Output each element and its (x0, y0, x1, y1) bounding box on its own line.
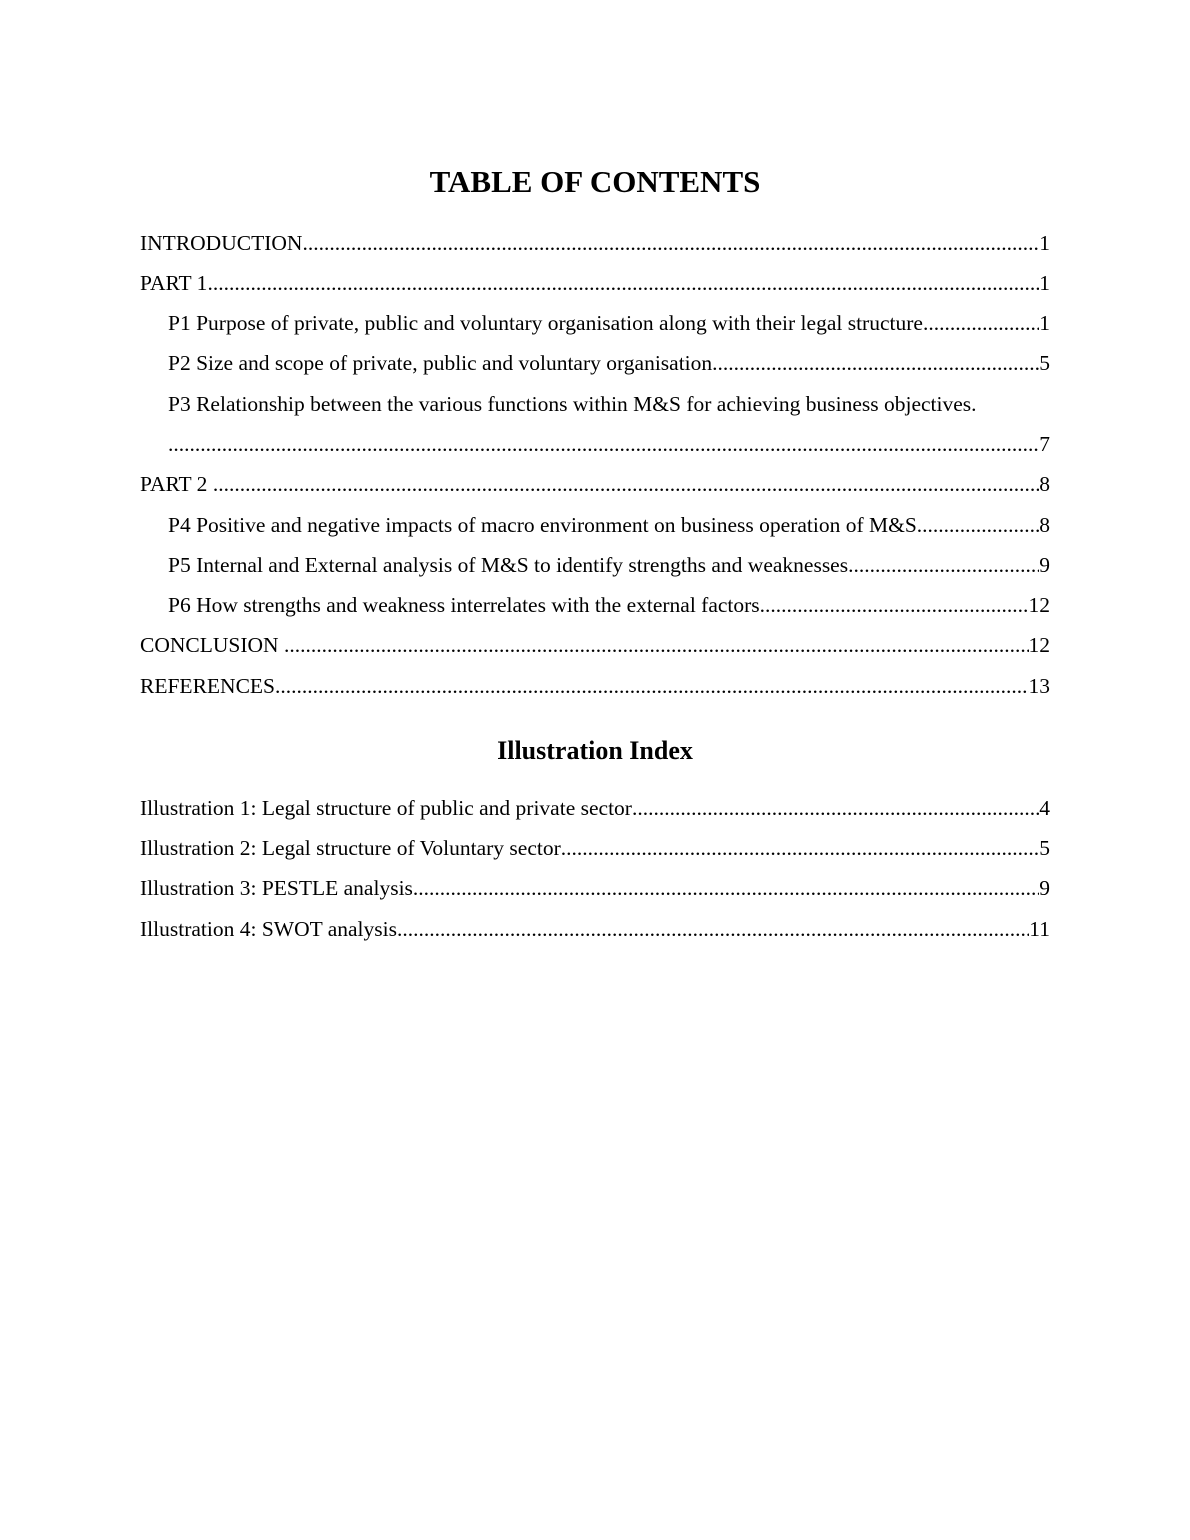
toc-entry-introduction[interactable] (140, 228, 1050, 258)
dot-leader (207, 268, 1039, 298)
toc-title: TABLE OF CONTENTS (429, 164, 761, 199)
toc-entry-p4[interactable] (168, 510, 1050, 540)
toc-entry-p6[interactable] (168, 590, 1050, 620)
dot-leader (632, 793, 1039, 823)
dot-leader (712, 348, 1039, 378)
illustration-entry-1[interactable] (140, 793, 1050, 823)
illustration-entry-page: 9 (1039, 876, 1050, 900)
toc-entry-label: PART 1 (140, 271, 208, 295)
toc-entry-label: REFERENCES (140, 674, 275, 698)
illustration-index-title: Illustration Index (497, 736, 693, 765)
toc-entry-label: INTRODUCTION (140, 231, 303, 255)
toc-entry-p3[interactable] (168, 389, 1050, 419)
toc-entry-page: 5 (1039, 351, 1050, 375)
toc-entry-label: P4 Positive and negative impacts of macro environment on business operation of M&S (168, 513, 917, 537)
dot-leader (848, 550, 1039, 580)
illustration-entry-page: 11 (1029, 917, 1050, 941)
toc-entry-page: 9 (1039, 553, 1050, 577)
toc-entry-page: 12 (1028, 633, 1050, 657)
toc-entry-p2[interactable] (168, 348, 1050, 378)
illustration-entry-4[interactable] (140, 914, 1050, 944)
illustration-entry-label: Illustration 2: Legal structure of Voluntary sector (140, 836, 561, 860)
illustration-entry-label: Illustration 3: PESTLE analysis (140, 876, 413, 900)
illustration-entry-page: 4 (1039, 796, 1050, 820)
illustration-entry-3[interactable] (140, 873, 1050, 903)
illustration-entry-label: Illustration 4: SWOT analysis (140, 917, 397, 941)
toc-entry-p1[interactable] (168, 308, 1050, 338)
toc-entry-page: 1 (1039, 231, 1050, 255)
toc-entry-part-2[interactable] (140, 469, 1050, 499)
toc-entry-label: P1 Purpose of private, public and voluntary organisation along with their legal structure (168, 311, 923, 335)
toc-entry-part-1[interactable] (140, 268, 1050, 298)
dot-leader (760, 590, 1029, 620)
dot-leader (397, 914, 1029, 944)
toc-entry-p3-leader-line[interactable] (168, 429, 1050, 459)
toc-entry-page: 13 (1028, 674, 1050, 698)
dot-leader (413, 873, 1039, 903)
toc-entry-label: CONCLUSION (140, 633, 284, 657)
dot-leader (213, 469, 1039, 499)
illustration-entry-label: Illustration 1: Legal structure of public and private sector (140, 796, 632, 820)
toc-entry-label: P6 How strengths and weakness interrelates with the external factors (168, 593, 760, 617)
toc-entry-conclusion[interactable] (140, 630, 1050, 660)
dot-leader (917, 510, 1039, 540)
toc-entry-page: 1 (1039, 271, 1050, 295)
illustration-entry-2[interactable] (140, 833, 1050, 863)
toc-entry-page: 8 (1039, 513, 1050, 537)
toc-entry-label: P2 Size and scope of private, public and voluntary organisation (168, 351, 713, 375)
toc-entry-page: 12 (1028, 593, 1050, 617)
illustration-entry-page: 5 (1039, 836, 1050, 860)
dot-leader (561, 833, 1040, 863)
dot-leader (923, 308, 1039, 338)
toc-entry-page: 1 (1039, 311, 1050, 335)
toc-entry-p5[interactable] (168, 550, 1050, 580)
toc-entry-page: 8 (1039, 472, 1050, 496)
toc-entry-label: P5 Internal and External analysis of M&S to identify strengths and weaknesses (168, 553, 849, 577)
toc-entry-page: 7 (1039, 432, 1050, 456)
dot-leader (302, 228, 1039, 258)
dot-leader (275, 671, 1029, 701)
toc-entry-label: PART 2 (140, 472, 213, 496)
dot-leader (284, 630, 1029, 660)
toc-entry-references[interactable] (140, 671, 1050, 701)
dot-leader (168, 429, 1039, 459)
toc-entry-label: P3 Relationship between the various functions within M&S for achieving business objectives. (168, 392, 977, 416)
